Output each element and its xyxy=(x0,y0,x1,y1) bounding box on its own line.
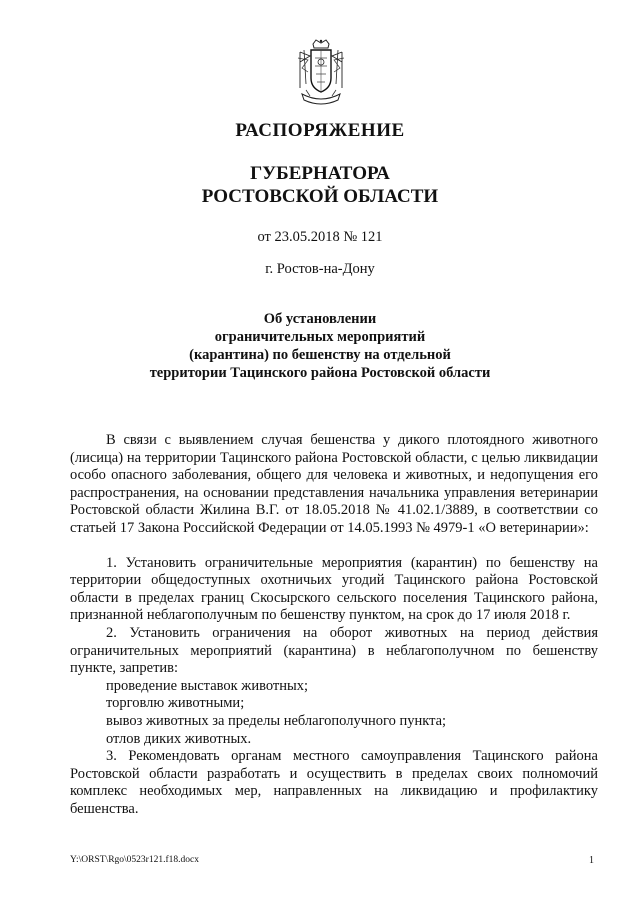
subject-line-2: ограничительных мероприятий xyxy=(214,329,426,345)
subject-line-1: Об установлении xyxy=(263,311,377,327)
item-2-restriction-d: отлов диких животных. xyxy=(106,730,252,747)
item-2-paragraph: 2. Установить ограничения на оборот животных на период действия ограничительных мероприятий (карантина) в неблагополучном по бешенству пункте, запретив: xyxy=(70,624,598,677)
city-name: г. Ростов-на-Дону xyxy=(265,261,375,277)
item-2-restriction-b: торговлю животными; xyxy=(106,695,245,712)
preamble-paragraph: В связи с выявлением случая бешенства у дикого плотоядного животного (лисица) на территории Тацинского района Ростовской области, с целью ликвидации особо опасного заболевания, общего для человека и животных, и недопущения его распространения, на основании представления начальника управления ветеринарии Ростовской области Жилина В.Г. от 18.05.2018 № 41.02.1/3889, в соответствии со статьей 17 Закона Российской Федерации от 14.05.1993 № 4979-1 «О ветеринарии»: xyxy=(70,432,598,536)
subject-line-3: (карантина) по бешенству на отдельной xyxy=(189,347,451,363)
subject-line-4: территории Тацинского района Ростовской области xyxy=(149,365,491,381)
item-2-restriction-c: вывоз животных за пределы неблагополучного пункта; xyxy=(106,712,447,729)
date-and-number: от 23.05.2018 № 121 xyxy=(257,229,383,245)
item-2-restriction-a: проведение выставок животных; xyxy=(106,677,309,694)
issuer-line-1: ГУБЕРНАТОРА xyxy=(250,163,390,184)
item-1-paragraph: 1. Установить ограничительные мероприятия (карантин) по бешенству на территории общедоступных охотничьих угодий Тацинского района Ростовской области в пределах границ Скосырского сельского поселения Тацинского района, признанной неблагополучным по бешенству пунктом, на срок до 17 июля 2018 г. xyxy=(70,554,598,624)
issuer-title xyxy=(0,162,640,208)
document-subject xyxy=(0,310,640,382)
footer-page-number: 1 xyxy=(589,855,594,866)
issuer-line-2: РОСТОВСКОЙ ОБЛАСТИ xyxy=(201,186,439,207)
item-3-paragraph: 3. Рекомендовать органам местного самоуправления Тацинского района Ростовской области разработать и осуществить в пределах своих полномочий комплекс необходимых мер, направленных на ликвидацию и профилактику бешенства. xyxy=(70,748,598,817)
document-body xyxy=(70,432,598,818)
coat-of-arms-icon xyxy=(296,38,346,108)
document-type-title: РАСПОРЯЖЕНИЕ xyxy=(235,120,405,141)
footer-file-path: Y:\ORST\Rgo\0523r121.f18.docx xyxy=(70,855,199,865)
